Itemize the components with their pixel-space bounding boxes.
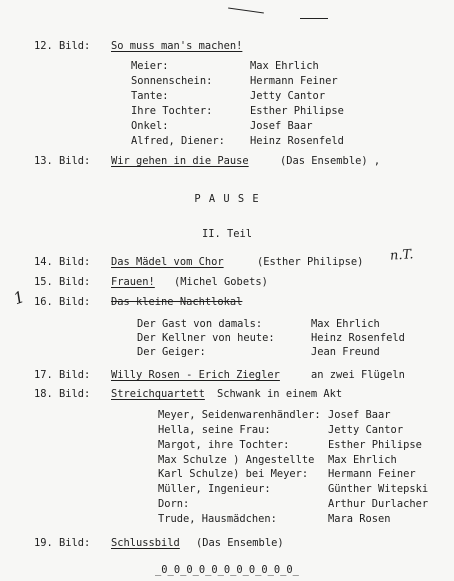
- cast-actor: Hermann Feiner: [250, 75, 338, 87]
- scene-16-margin-mark: 1: [10, 286, 27, 309]
- scene-13-number: 13. Bild:: [34, 155, 91, 167]
- cast-role: Meyer, Seidenwarenhändler:: [158, 409, 321, 421]
- scene-14-title: Das Mädel vom Chor: [111, 256, 224, 268]
- cast-actor: Jetty Cantor: [328, 424, 404, 436]
- cast-role: Der Geiger:: [137, 346, 206, 358]
- cast-role: Müller, Ingenieur:: [158, 483, 271, 495]
- pause-heading: P A U S E: [194, 193, 260, 205]
- top-scratch-line-2: [300, 18, 328, 19]
- scene-19-number: 19. Bild:: [34, 537, 91, 549]
- scene-17-title: Willy Rosen - Erich Ziegler: [111, 369, 280, 381]
- cast-actor: Max Ehrlich: [311, 318, 380, 330]
- cast-role: Sonnenschein:: [131, 75, 213, 87]
- scene-12-number: 12. Bild:: [34, 40, 91, 52]
- cast-role: Alfred, Diener:: [131, 135, 225, 147]
- scene-17-number: 17. Bild:: [34, 369, 91, 381]
- scene-15-number: 15. Bild:: [34, 276, 91, 288]
- cast-role: Trude, Hausmädchen:: [158, 513, 277, 525]
- cast-role: Max Schulze ) Angestellte: [158, 454, 315, 466]
- cast-actor: Josef Baar: [328, 409, 391, 421]
- scene-15-note: (Michel Gobets): [174, 276, 268, 288]
- scene-16-title: Das kleine Nachtlokal: [111, 296, 243, 308]
- cast-role: Hella, seine Frau:: [158, 424, 271, 436]
- scene-14-handwritten-note: n.T.: [389, 247, 414, 264]
- scene-14-note: (Esther Philipse): [257, 256, 364, 268]
- part-2-heading: II. Teil: [201, 228, 253, 240]
- cast-role: Dorn:: [158, 498, 190, 510]
- scene-16-number: 16. Bild:: [34, 296, 91, 308]
- cast-role: Margot, ihre Tochter:: [158, 439, 290, 451]
- scene-18-note: Schwank in einem Akt: [217, 388, 343, 400]
- top-scratch-line: [228, 7, 264, 13]
- cast-actor: Josef Baar: [250, 120, 313, 132]
- cast-actor: Heinz Rosenfeld: [311, 332, 405, 344]
- scene-19-title: Schlussbild: [111, 537, 180, 549]
- scene-12-title: So muss man's machen!: [111, 40, 243, 52]
- cast-actor: Esther Philipse: [250, 105, 344, 117]
- scene-18-number: 18. Bild:: [34, 388, 91, 400]
- cast-actor: Jetty Cantor: [250, 90, 326, 102]
- cast-actor: Max Ehrlich: [328, 454, 397, 466]
- scene-18-title: Streichquartett: [111, 388, 205, 400]
- cast-role: Karl Schulze) bei Meyer:: [158, 468, 309, 480]
- cast-actor: Max Ehrlich: [250, 60, 319, 72]
- cast-actor: Mara Rosen: [328, 513, 391, 525]
- cast-actor: Hermann Feiner: [328, 468, 416, 480]
- cast-role: Tante:: [131, 90, 169, 102]
- cast-role: Onkel:: [131, 120, 169, 132]
- cast-actor: Heinz Rosenfeld: [250, 135, 344, 147]
- cast-role: Der Gast von damals:: [137, 318, 263, 330]
- cast-actor: Arthur Durlacher: [328, 498, 429, 510]
- cast-role: Meier:: [131, 60, 169, 72]
- scene-15-title: Frauen!: [111, 276, 155, 288]
- scene-17-note: an zwei Flügeln: [311, 369, 405, 381]
- cast-actor: Esther Philipse: [328, 439, 422, 451]
- scene-13-title: Wir gehen in die Pause: [111, 155, 249, 167]
- cast-role: Ihre Tochter:: [131, 105, 213, 117]
- scene-13-note: (Das Ensemble) ,: [280, 155, 381, 167]
- cast-actor: Günther Witepski: [328, 483, 429, 495]
- cast-actor: Jean Freund: [311, 346, 380, 358]
- cast-role: Der Kellner von heute:: [137, 332, 275, 344]
- scene-14-number: 14. Bild:: [34, 256, 91, 268]
- scene-19-note: (Das Ensemble): [196, 537, 284, 549]
- footer-separator: _0_0_0_0_0_0_0_0_0_0_0_: [155, 564, 299, 576]
